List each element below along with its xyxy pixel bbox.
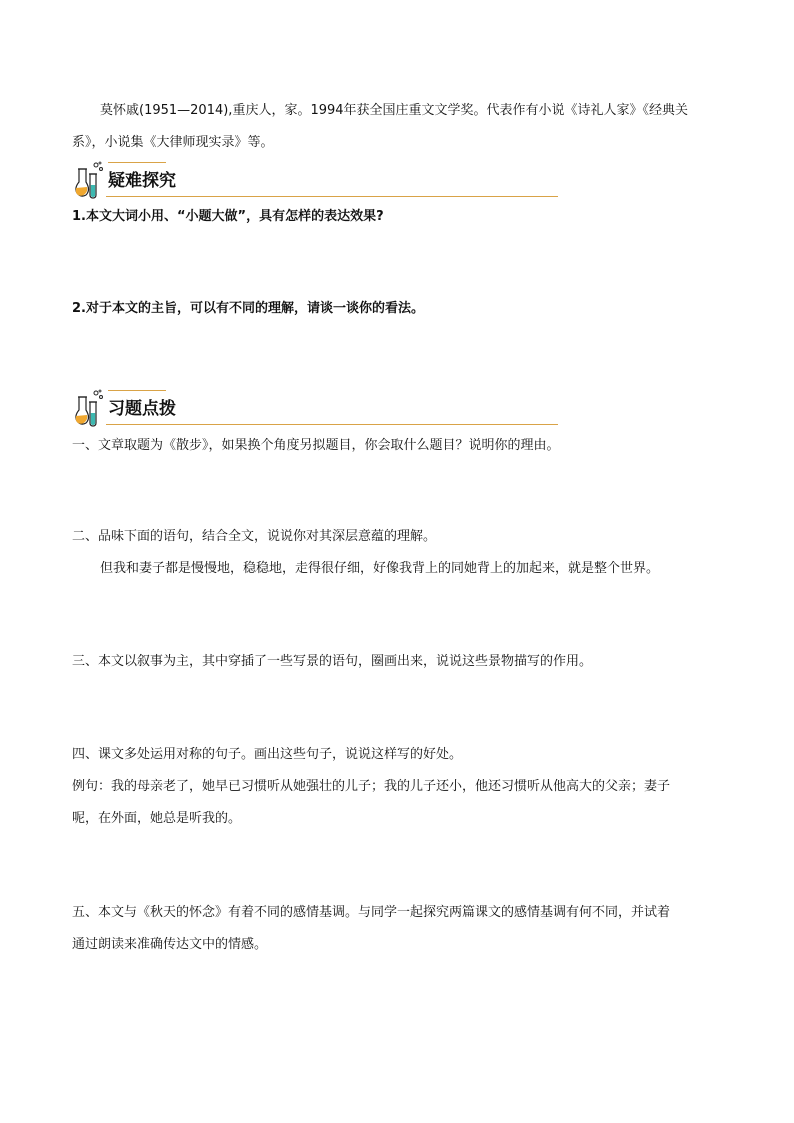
header-top-rule: [108, 390, 166, 391]
intro-line-2: 系》，小说集《大律师现实录》等。: [72, 135, 274, 150]
exercise-question-4-example-line-1: 例句：我的母亲老了，她早已习惯听从她强壮的儿子；我的儿子还小，他还习惯听从他高大的父亲；妻子: [72, 779, 671, 794]
exercise-question-4-example-line-2: 呢，在外面，她总是听我的。: [72, 811, 242, 826]
exercise-question-5-line-2: 通过朗读来准确传达文中的情感。: [72, 937, 268, 952]
exercise-question-4: 四、课文多处运用对称的句子。画出这些句子，说说这样写的好处。: [72, 747, 463, 762]
exercise-question-3: 三、本文以叙事为主，其中穿插了一些写景的语句，圈画出来，说说这些景物描写的作用。: [72, 654, 593, 669]
flask-icon: [72, 160, 106, 200]
exercise-question-2: 二、品味下面的语句，结合全文，说说你对其深层意蕴的理解。: [72, 529, 437, 544]
section-header-difficulty: [72, 160, 558, 202]
section-title: 习题点拨: [108, 399, 176, 419]
header-bottom-rule: [106, 424, 558, 425]
flask-icon: [72, 388, 106, 428]
difficulty-question-2: 2.对于本文的主旨，可以有不同的理解，请谈一谈你的看法。: [72, 301, 424, 316]
exercise-question-5-line-1: 五、本文与《秋天的怀念》有着不同的感情基调。与同学一起探究两篇课文的感情基调有何不同，并试着: [72, 905, 671, 920]
header-top-rule: [108, 162, 166, 163]
intro-line-1: 莫怀戚(1951—2014),重庆人，家。1994年获全国庄重文文学奖。代表作有小说《诗礼人家》《经典关: [100, 103, 689, 118]
section-header-exercises: [72, 388, 558, 430]
header-bottom-rule: [106, 196, 558, 197]
section-title: 疑难探究: [108, 171, 176, 191]
exercise-question-1: 一、文章取题为《散步》，如果换个角度另拟题目，你会取什么题目？说明你的理由。: [72, 438, 560, 453]
exercise-question-2-quote: 但我和妻子都是慢慢地，稳稳地，走得很仔细，好像我背上的同她背上的加起来，就是整个世界。: [100, 561, 660, 576]
difficulty-question-1: 1.本文大词小用、“小题大做”，具有怎样的表达效果?: [72, 209, 384, 224]
